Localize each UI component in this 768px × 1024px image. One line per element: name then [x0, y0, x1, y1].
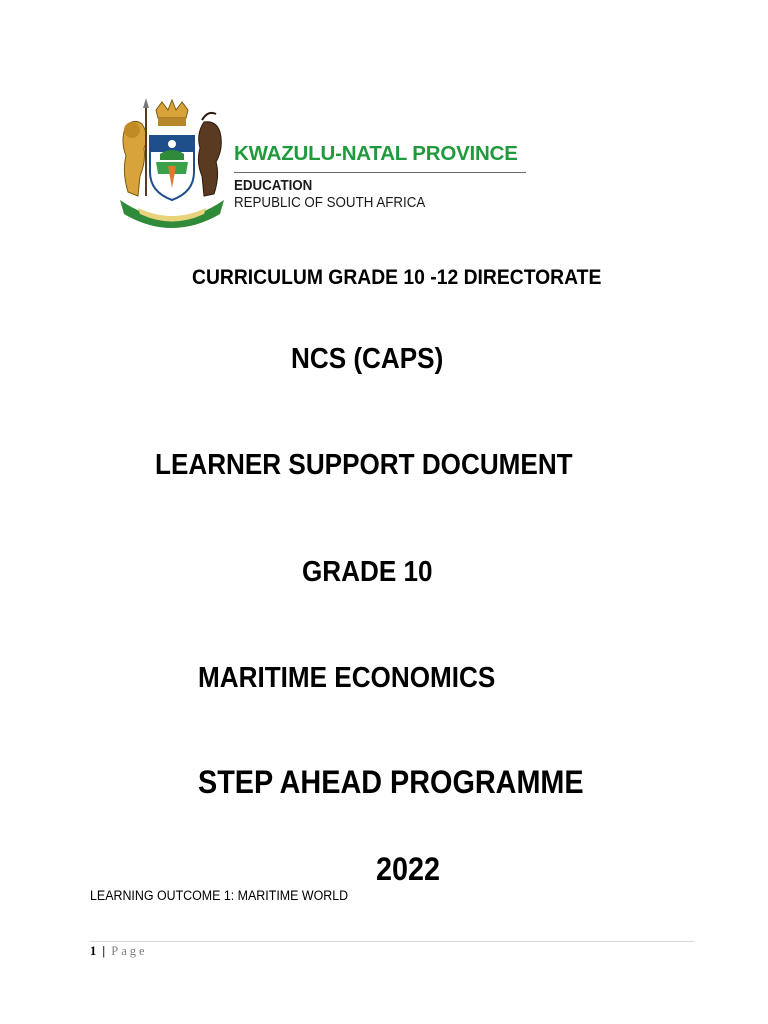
year-heading: 2022	[376, 851, 441, 887]
directorate-heading: CURRICULUM GRADE 10 -12 DIRECTORATE	[192, 266, 602, 289]
ncs-heading: NCS (CAPS)	[291, 343, 444, 375]
logo-province-name: KWAZULU-NATAL PROVINCE	[234, 142, 518, 165]
grade-heading: GRADE 10	[302, 556, 433, 588]
subject-heading: MARITIME ECONOMICS	[198, 662, 496, 694]
logo-divider	[234, 172, 526, 173]
document-type-heading: LEARNER SUPPORT DOCUMENT	[155, 449, 573, 481]
programme-heading: STEP AHEAD PROGRAMME	[198, 764, 584, 800]
page-footer	[90, 944, 148, 959]
footer-separator: |	[102, 944, 106, 958]
footer-divider	[90, 941, 694, 942]
logo-country: REPUBLIC OF SOUTH AFRICA	[234, 195, 426, 211]
logo-text	[234, 142, 530, 212]
page-number: 1	[90, 944, 97, 958]
coat-of-arms-icon	[116, 96, 228, 228]
page-label: Page	[111, 944, 148, 958]
kzn-education-logo	[116, 96, 530, 230]
learning-outcome-text: LEARNING OUTCOME 1: MARITIME WORLD	[90, 888, 349, 903]
logo-department: EDUCATION	[234, 178, 313, 194]
